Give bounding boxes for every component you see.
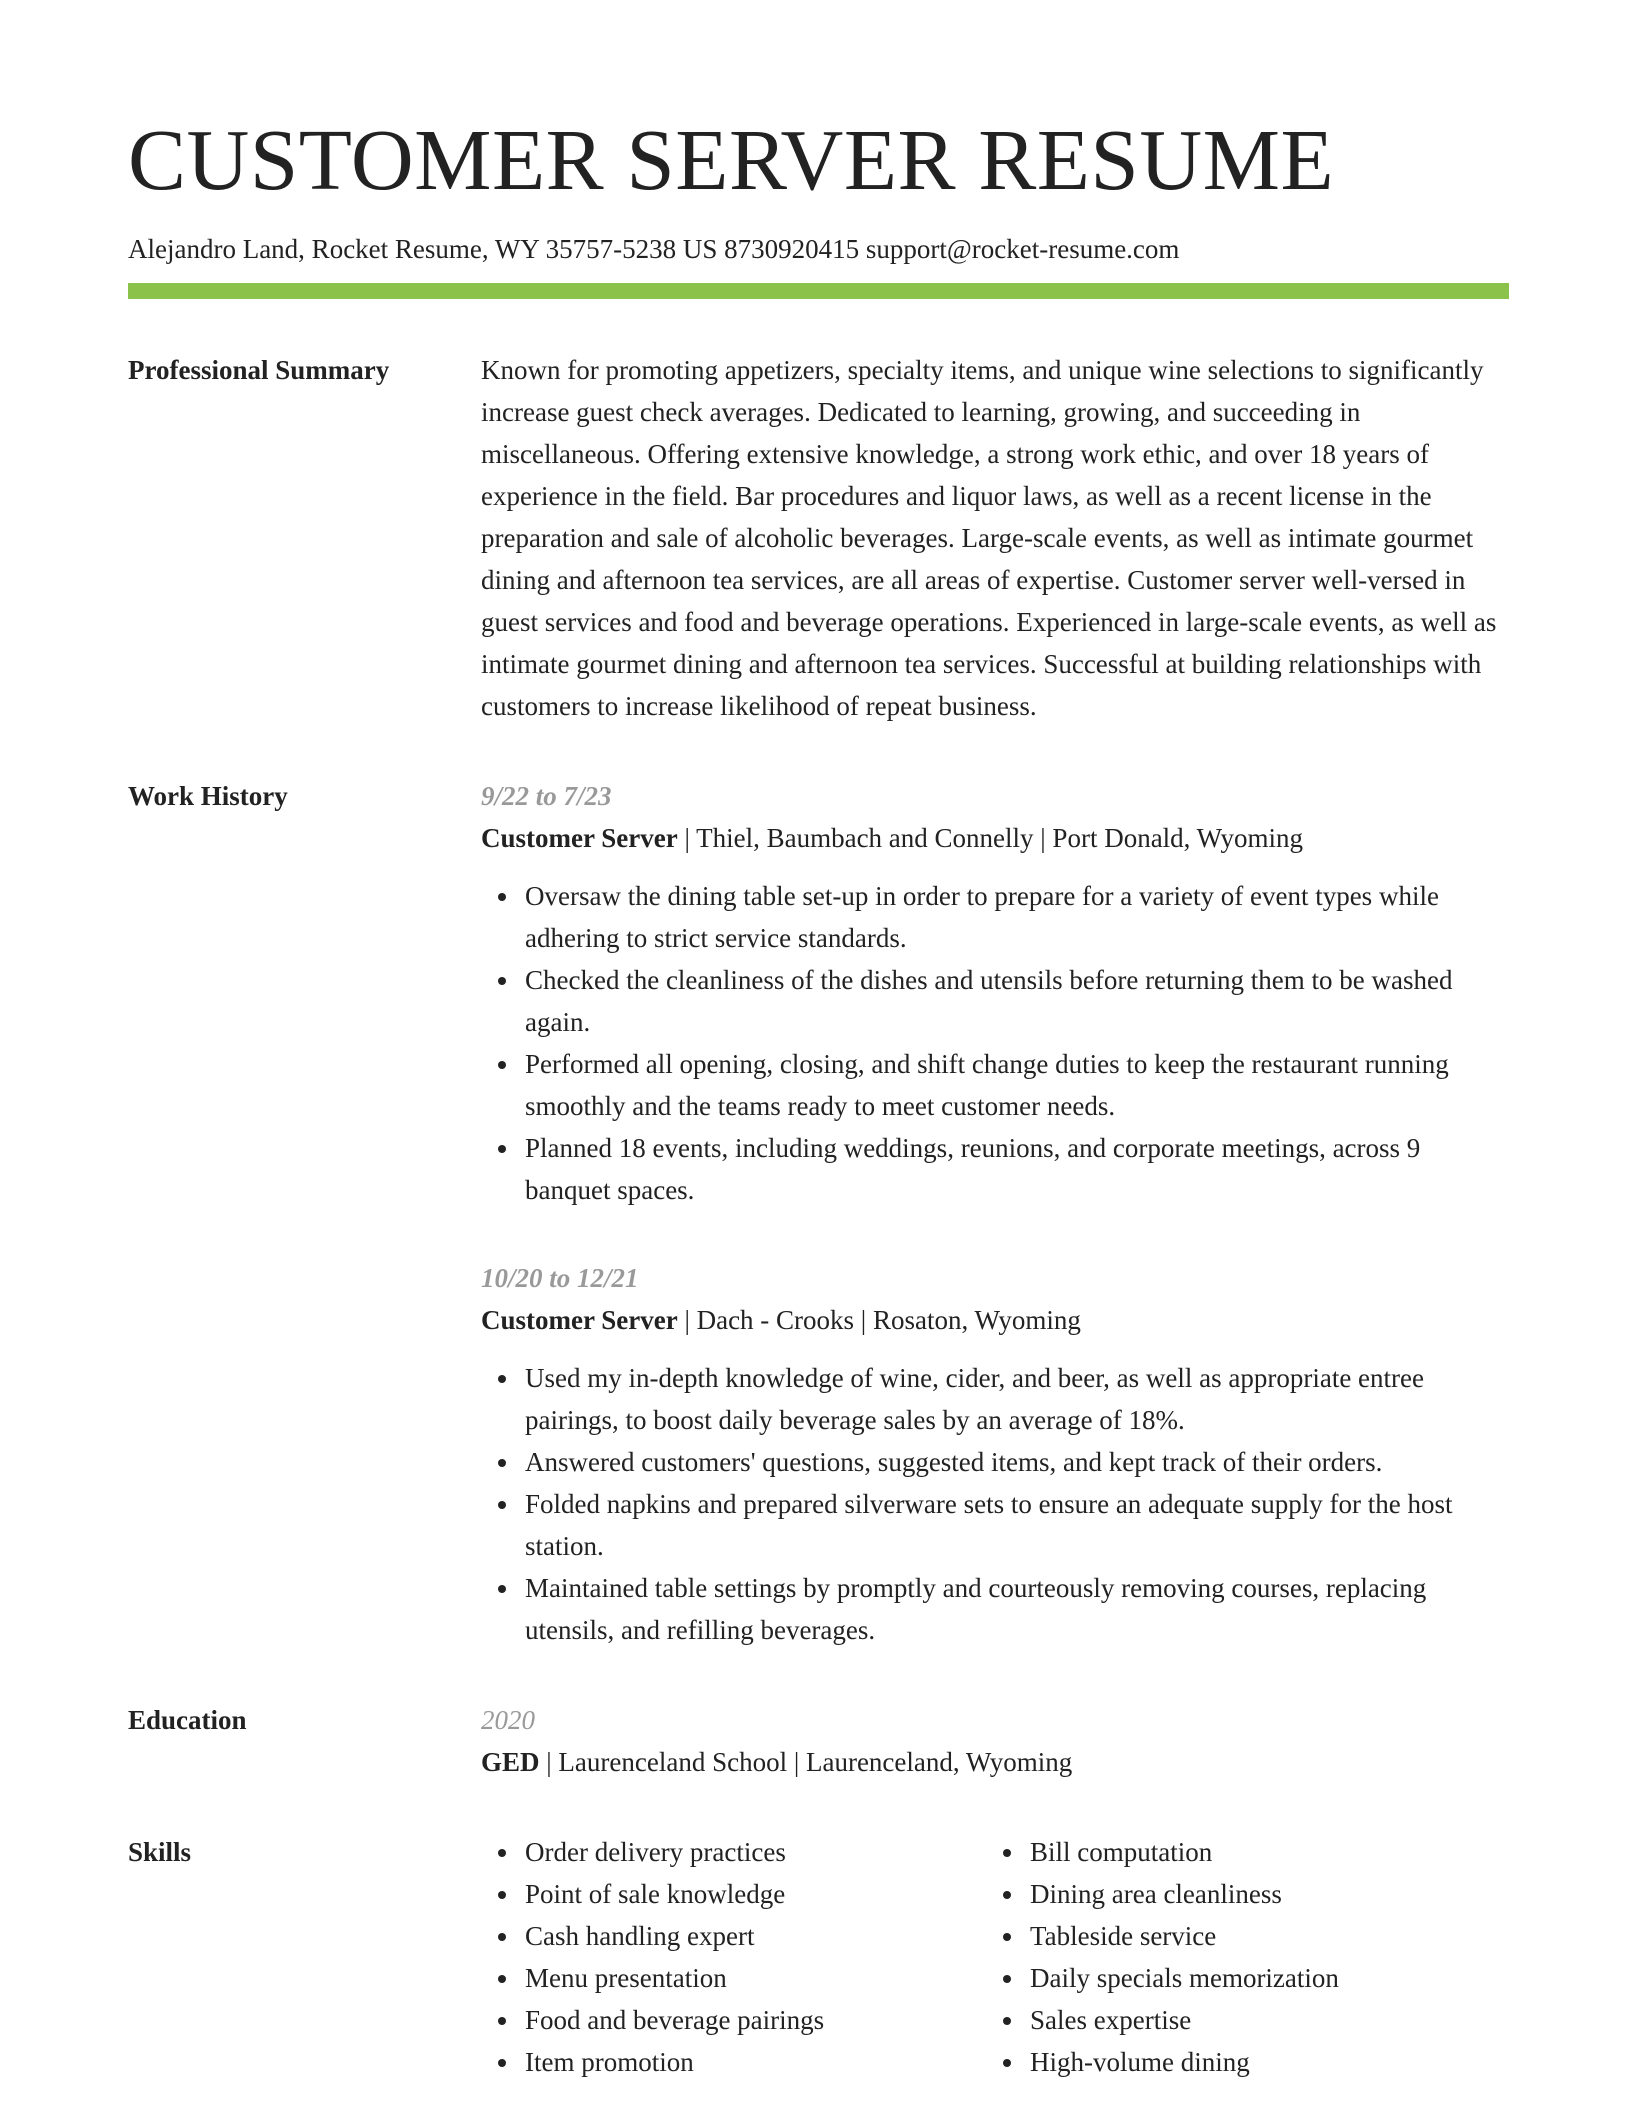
- list-item: Folded napkins and prepared silverware sets to ensure an adequate supply for the host station.: [525, 1483, 1509, 1567]
- skills-column-left: [481, 1831, 986, 2083]
- skills-section: [128, 1831, 1509, 2083]
- education-details: | Laurenceland School | Laurenceland, Wyoming: [539, 1747, 1073, 1778]
- list-item: Checked the cleanliness of the dishes and utensils before returning them to be washed again.: [525, 959, 1509, 1043]
- list-item: Performed all opening, closing, and shift change duties to keep the restaurant running smoothly and the teams ready to meet customer needs.: [525, 1043, 1509, 1127]
- education-year: 2020: [481, 1705, 535, 1736]
- list-item: Order delivery practices: [525, 1831, 986, 1873]
- section-label-skills: Skills: [128, 1837, 192, 1868]
- job-entry: [481, 775, 1509, 1211]
- resume-title: CUSTOMER SERVER RESUME: [128, 111, 1335, 208]
- job-bullets: [481, 875, 1509, 1211]
- list-item: Used my in-depth knowledge of wine, cider, and beer, as well as appropriate entree pairings, to boost daily beverage sales by an average of 18%.: [525, 1357, 1509, 1441]
- list-item: Bill computation: [1030, 1831, 1491, 1873]
- list-item: Item promotion: [525, 2041, 986, 2083]
- list-item: High-volume dining: [1030, 2041, 1491, 2083]
- education-section: [128, 1699, 1509, 1783]
- list-item: Planned 18 events, including weddings, reunions, and corporate meetings, across 9 banquet spaces.: [525, 1127, 1509, 1211]
- education-line: [481, 1741, 1509, 1783]
- list-item: Food and beverage pairings: [525, 1999, 986, 2041]
- job-entry: [481, 1257, 1509, 1651]
- section-label-education: Education: [128, 1705, 247, 1736]
- list-item: Sales expertise: [1030, 1999, 1491, 2041]
- list-item: Maintained table settings by promptly and courteously removing courses, replacing utensils, and refilling beverages.: [525, 1567, 1509, 1651]
- list-item: Daily specials memorization: [1030, 1957, 1491, 1999]
- job-role: Customer Server: [481, 1305, 678, 1336]
- job-role: Customer Server: [481, 823, 678, 854]
- list-item: Tableside service: [1030, 1915, 1491, 1957]
- list-item: Menu presentation: [525, 1957, 986, 1999]
- job-title-line: [481, 1299, 1509, 1341]
- list-item: Answered customers' questions, suggested items, and kept track of their orders.: [525, 1441, 1509, 1483]
- job-bullets: [481, 1357, 1509, 1651]
- summary-section: [128, 349, 1509, 727]
- section-label-work-history: Work History: [128, 781, 288, 812]
- list-item: Oversaw the dining table set-up in order to prepare for a variety of event types while adhering to strict service standards.: [525, 875, 1509, 959]
- list-item: Dining area cleanliness: [1030, 1873, 1491, 1915]
- accent-divider: [128, 283, 1509, 299]
- skills-column-right: [986, 1831, 1491, 2083]
- contact-line: Alejandro Land, Rocket Resume, WY 35757-5238 US 8730920415 support@rocket-resume.com: [128, 234, 1180, 264]
- job-details: | Dach - Crooks | Rosaton, Wyoming: [677, 1305, 1081, 1336]
- list-item: Point of sale knowledge: [525, 1873, 986, 1915]
- work-history-section: [128, 775, 1509, 1651]
- job-details: | Thiel, Baumbach and Connelly | Port Donald, Wyoming: [677, 823, 1304, 854]
- job-dates: 10/20 to 12/21: [481, 1263, 639, 1294]
- section-label-summary: Professional Summary: [128, 355, 390, 386]
- job-dates: 9/22 to 7/23: [481, 781, 612, 812]
- education-degree: GED: [481, 1747, 540, 1778]
- list-item: Cash handling expert: [525, 1915, 986, 1957]
- summary-text: Known for promoting appetizers, specialty items, and unique wine selections to significantly increase guest check averages. Dedicated to learning, growing, and succeeding in miscellaneous. Offering extensive knowledge, a strong work ethic, and over 18 years of experience in the field. Bar procedures and liquor laws, as well as a recent license in the preparation and sale of alcoholic beverages. Large-scale events, as well as intimate gourmet dining and afternoon tea services, are all areas of expertise. Customer server well-versed in guest services and food and beverage operations. Experienced in large-scale events, as well as intimate gourmet dining and afternoon tea services. Successful at building relationships with customers to increase likelihood of repeat business.: [481, 355, 1497, 722]
- job-title-line: [481, 817, 1509, 859]
